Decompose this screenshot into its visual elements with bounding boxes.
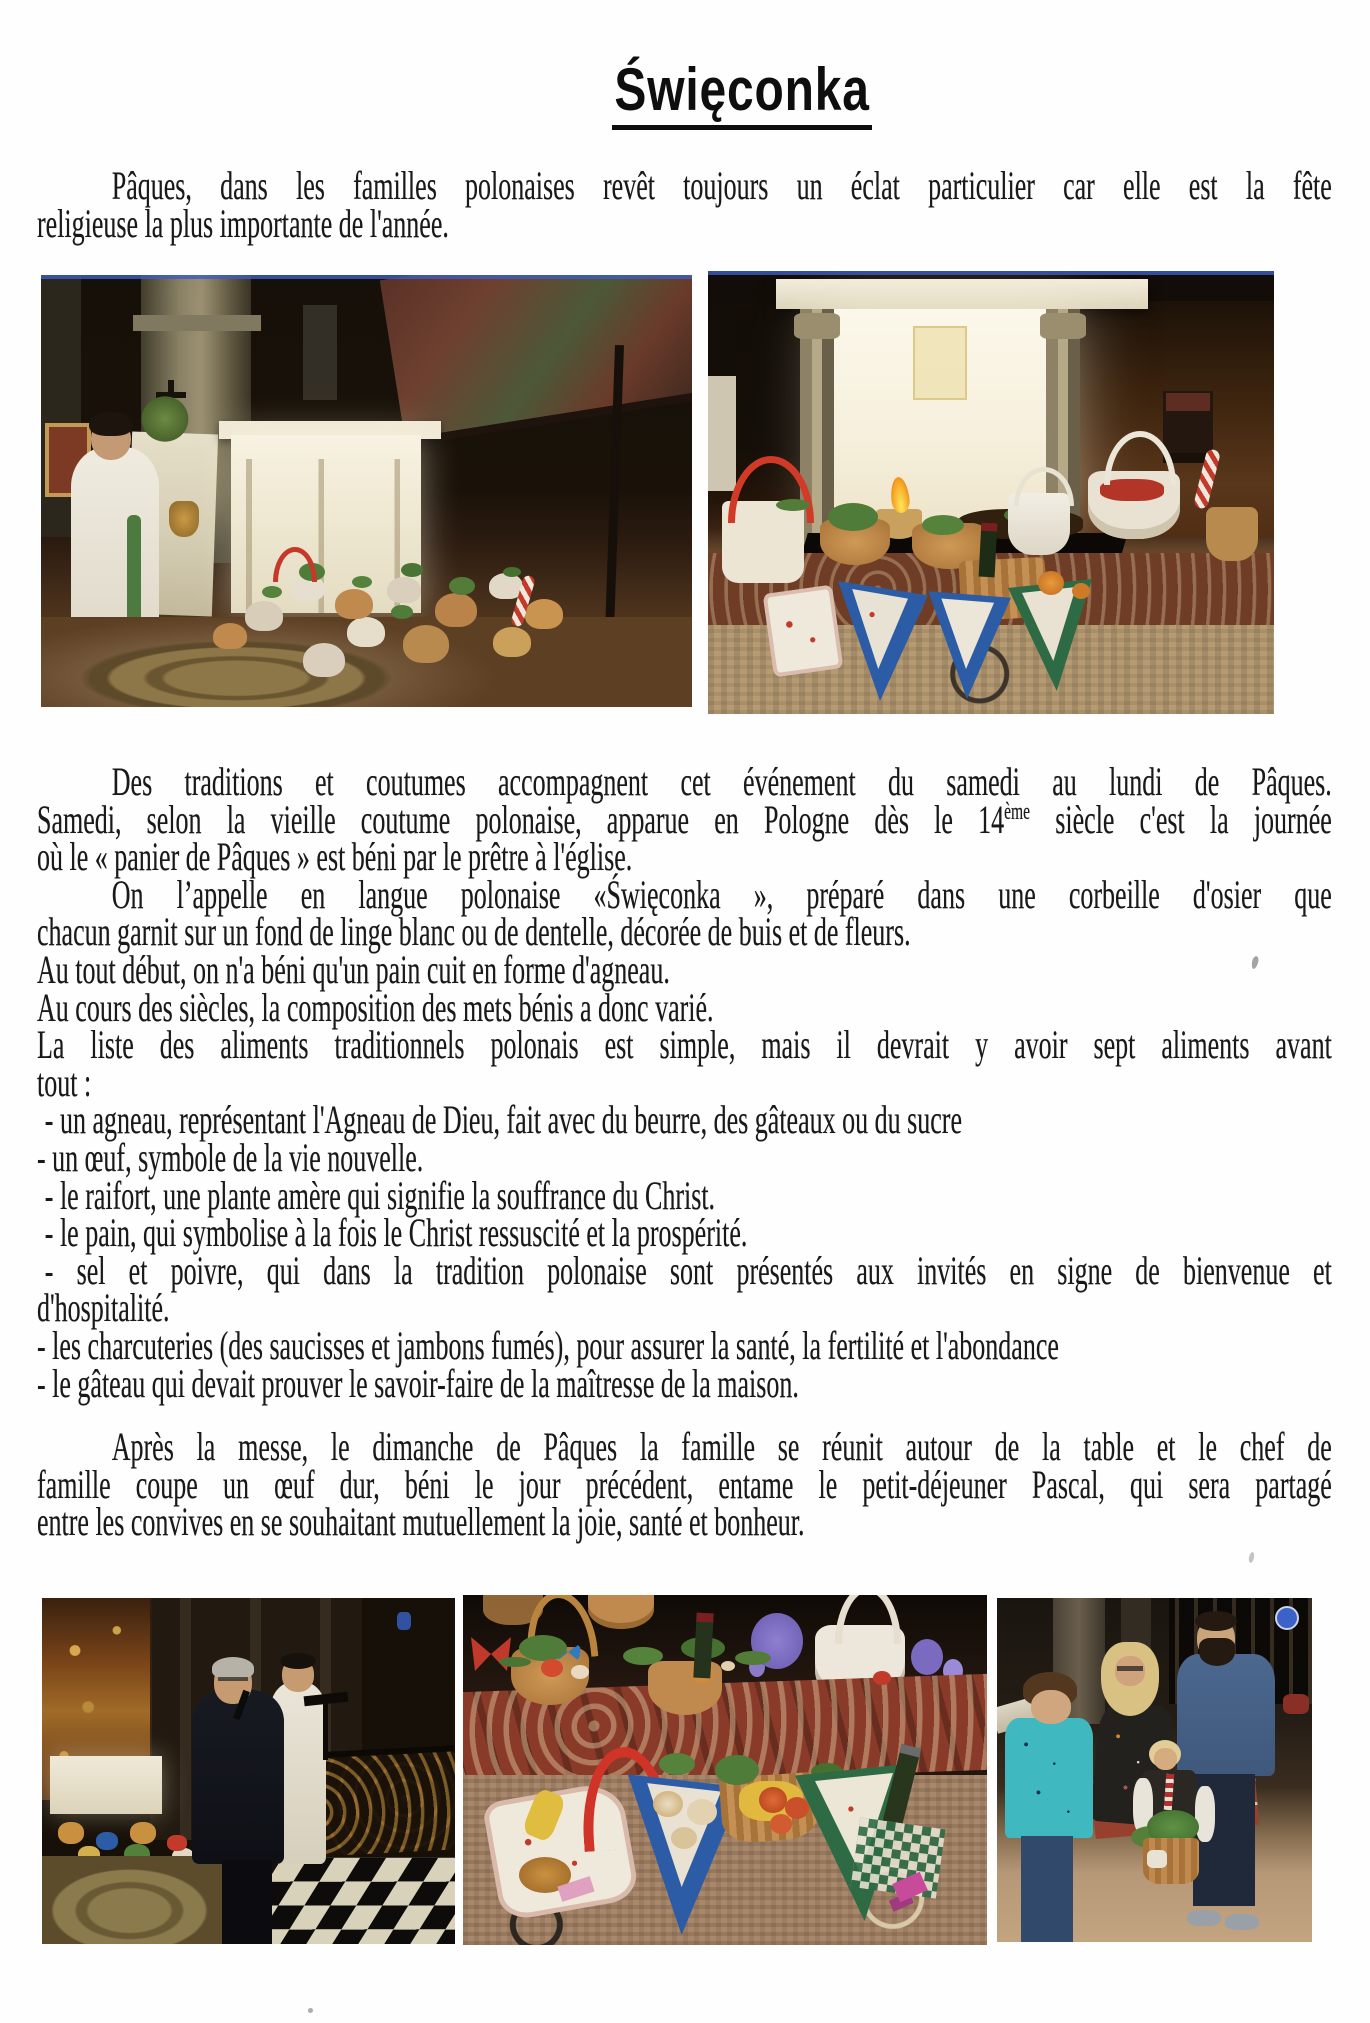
photo-shape (794, 313, 840, 339)
list-item: d'hospitalité. (37, 1285, 170, 1331)
oranges (1038, 571, 1064, 595)
hanging-basket (588, 1595, 654, 1629)
text-segment: Samedi, selon la vieille coutume polonaise, apparue en Pologne dès le 14 (37, 796, 1005, 842)
photo-shape (303, 305, 337, 400)
photo-baskets-closeup (463, 1595, 987, 1945)
ornate-carpet (41, 617, 692, 707)
white-pouch (762, 585, 843, 678)
altar-emblem (913, 326, 967, 400)
easter-eggs (541, 1659, 563, 1677)
photo-man-speaking (42, 1598, 455, 1944)
list-item: - le pain, qui symbolise à la fois le Christ ressuscité et la prospérité. (44, 1210, 748, 1256)
text-line: tout : (37, 1059, 92, 1105)
text-line: Après la messe, le dimanche de Pâques la famille se réunit autour de la table et le chef de (111, 1424, 1332, 1469)
text-line: famille coupe un œuf dur, béni le jour précédent, entame le petit-déjeuner Pascal, qui sera partagé (37, 1461, 1332, 1507)
photo-shape (708, 376, 736, 491)
glasses (1117, 1666, 1143, 1671)
text-line: où le « panier de Pâques » est béni par le prêtre à l'église. (37, 834, 633, 880)
list-item: - sel et poivre, qui dans la tradition polonaise sont présentés aux invités en signe de bienvenue et (44, 1247, 1332, 1293)
superscript: ème (1004, 798, 1031, 825)
red-ribbon-bow (471, 1637, 511, 1671)
iced-cakes (653, 1791, 683, 1817)
text-line: La liste des aliments traditionnels polonais est simple, mais il devrait y avoir sept aliments avant (37, 1022, 1332, 1068)
wicker-basket (1206, 507, 1258, 561)
photo-shape (1195, 1611, 1237, 1631)
basket-greenery (519, 1635, 567, 1661)
document-header (612, 56, 872, 130)
photo-shape (1193, 1774, 1255, 1906)
text-line: On l’appelle en langue polonaise «Święconka », préparé dans une corbeille d'osier que (111, 871, 1332, 917)
photo-shape (222, 1860, 272, 1944)
photo-priest-blessing-baskets (41, 275, 692, 707)
text-line: religieuse la plus importante de l'année. (37, 200, 449, 246)
page-title: Święconka (612, 60, 872, 130)
white-altar (50, 1756, 162, 1814)
easter-baskets (58, 1822, 84, 1844)
wine-bottle (979, 523, 998, 578)
glasses (218, 1677, 248, 1681)
aspersorium (169, 501, 199, 537)
scan-line-artifact (41, 275, 692, 279)
scan-artifact (1248, 1552, 1255, 1564)
list-item: - le raifort, une plante amère qui signifie la souffrance du Christ. (44, 1172, 716, 1218)
basket-handle (835, 1595, 901, 1644)
text-line: Des traditions et coutumes accompagnent cet événement du samedi au lundi de Pâques. (111, 759, 1332, 804)
closing-paragraph (37, 1424, 1332, 1545)
blue-round-sign (1275, 1606, 1299, 1630)
woman-face (1115, 1656, 1145, 1686)
photo-shape (1283, 1694, 1309, 1714)
photo-shape (133, 315, 261, 331)
photo-shape (1166, 393, 1210, 411)
man-blue-sweater (1177, 1654, 1275, 1776)
photo-shape (231, 459, 421, 613)
text-line: entre les convives en se souhaitant mutuellement la joie, santé et bonheur. (37, 1499, 805, 1545)
list-item: - les charcuteries (des saucisses et jambons fumés), pour assurer la santé, la fertilité et l'abondance (37, 1322, 1059, 1368)
scan-artifact (308, 2008, 313, 2013)
altar-cornice (776, 279, 1148, 309)
photo-shape (280, 1653, 316, 1669)
photo-shape (1187, 1910, 1221, 1926)
photo-shape (1021, 1836, 1073, 1942)
boy-turquoise-shirt (1005, 1718, 1093, 1838)
list-item: - un agneau, représentant l'Agneau de Dieu, fait avec du beurre, des gâteaux ou du sucre (44, 1097, 962, 1143)
body-text (37, 759, 1332, 1406)
basket-greenery (828, 503, 878, 531)
photo-shape (89, 412, 133, 436)
photo-family-with-basket (997, 1598, 1312, 1942)
wine-bottle (693, 1613, 713, 1679)
photo-altar-with-baskets (708, 271, 1274, 714)
text-line: Pâques, dans les familles polonaises revêt toujours un éclat particulier car elle est la fête (111, 163, 1332, 208)
boy-face (1031, 1690, 1071, 1724)
list-item: - le gâteau qui devait prouver le savoir-faire de la maîtresse de la maison. (37, 1360, 799, 1406)
list-item: - un œuf, symbole de la vie nouvelle. (37, 1134, 424, 1180)
purple-flowers (751, 1613, 803, 1669)
text-line (37, 796, 1332, 842)
red-eggs (759, 1787, 787, 1813)
photo-shape (397, 1612, 411, 1630)
photo-shape (212, 1657, 254, 1679)
round-carpet (42, 1856, 232, 1944)
text-line: chacun garnit sur un fond de linge blanc ou de dentelle, décorée de buis et de fleurs. (37, 909, 911, 955)
blessing-branch (133, 388, 197, 450)
photo-shape (1040, 313, 1086, 339)
girl-face (1154, 1748, 1177, 1770)
text-line: Au cours des siècles, la composition des mets bénis a donc varié. (37, 984, 714, 1030)
photo-shape (1147, 1850, 1167, 1868)
text-segment: siècle c'est la journée (1030, 796, 1332, 842)
photo-shape (323, 1702, 328, 1760)
beard (1199, 1638, 1235, 1666)
intro-paragraph (37, 163, 1332, 246)
basket-greenery (715, 1755, 759, 1785)
text-line: Au tout début, on n'a béni qu'un pain cuit en forme d'agneau. (37, 946, 670, 992)
scan-line-artifact (708, 271, 1274, 275)
